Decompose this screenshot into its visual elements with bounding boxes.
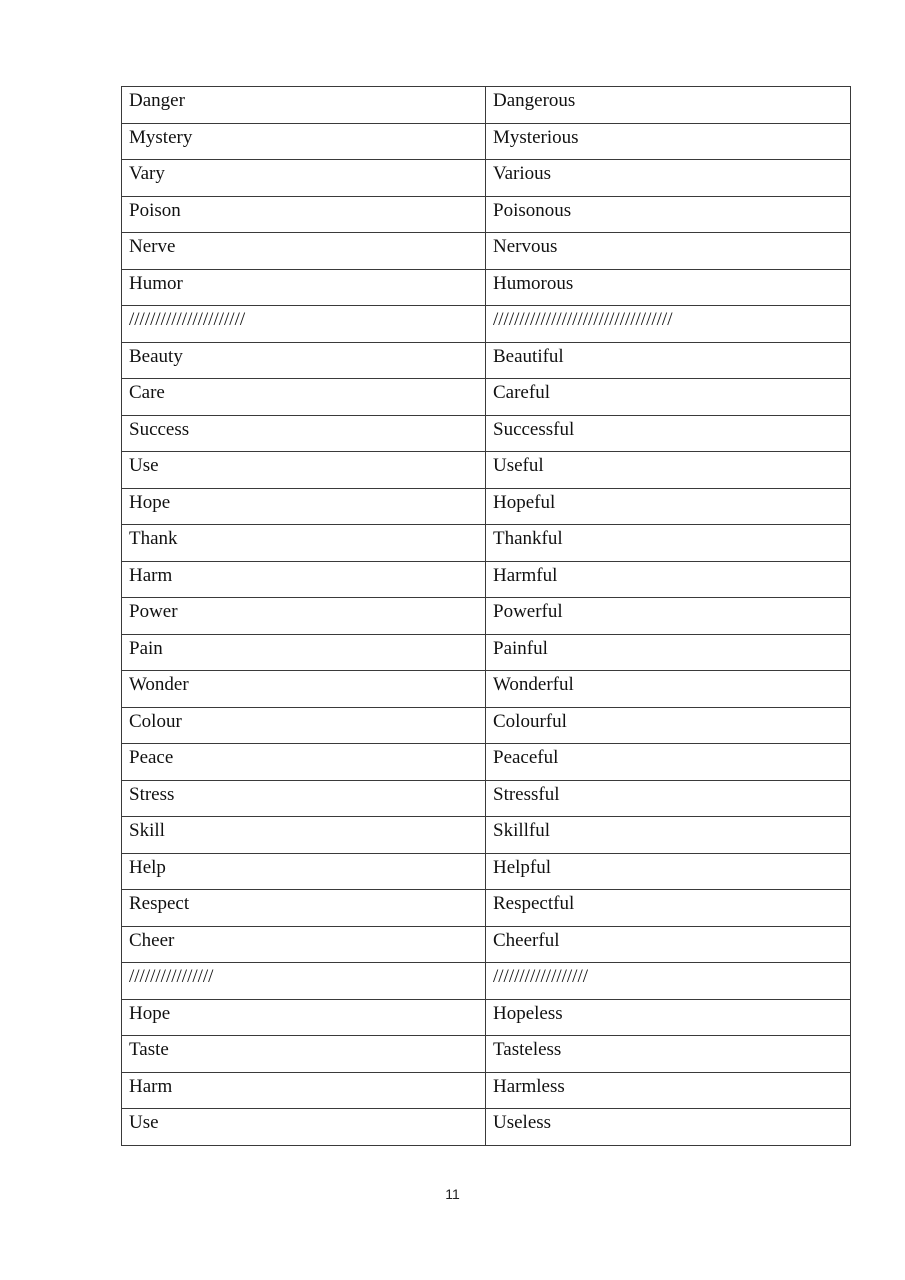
table-row — [122, 598, 851, 635]
derived-word-cell: Mysterious — [486, 123, 851, 160]
table-row — [122, 452, 851, 489]
table-row — [122, 744, 851, 781]
base-word-cell: Peace — [122, 744, 486, 781]
base-word-cell: Thank — [122, 525, 486, 562]
table-row — [122, 525, 851, 562]
table-row — [122, 342, 851, 379]
table-row — [122, 379, 851, 416]
table-row — [122, 853, 851, 890]
table-row — [122, 817, 851, 854]
table-row — [122, 634, 851, 671]
word-table-body — [122, 87, 851, 1146]
derived-word-cell: Successful — [486, 415, 851, 452]
base-word-cell: Harm — [122, 561, 486, 598]
base-word-cell: Mystery — [122, 123, 486, 160]
base-word-cell: Power — [122, 598, 486, 635]
table-row — [122, 1036, 851, 1073]
table-row — [122, 123, 851, 160]
derived-word-cell: Dangerous — [486, 87, 851, 124]
table-row — [122, 707, 851, 744]
derived-word-cell: Cheerful — [486, 926, 851, 963]
base-word-cell: Danger — [122, 87, 486, 124]
base-word-cell: Hope — [122, 488, 486, 525]
derived-word-cell: Beautiful — [486, 342, 851, 379]
table-row — [122, 780, 851, 817]
base-word-cell: Vary — [122, 160, 486, 197]
table-row — [122, 1109, 851, 1146]
base-word-cell: Pain — [122, 634, 486, 671]
base-word-cell: //////////////// — [122, 963, 486, 1000]
base-word-cell: Beauty — [122, 342, 486, 379]
table-row — [122, 488, 851, 525]
table-row — [122, 415, 851, 452]
derived-word-cell: Colourful — [486, 707, 851, 744]
base-word-cell: Harm — [122, 1072, 486, 1109]
derived-word-cell: Harmful — [486, 561, 851, 598]
table-row — [122, 999, 851, 1036]
table-row — [122, 963, 851, 1000]
base-word-cell: Use — [122, 1109, 486, 1146]
table-row — [122, 196, 851, 233]
base-word-cell: Use — [122, 452, 486, 489]
derived-word-cell: ////////////////////////////////// — [486, 306, 851, 343]
word-table — [121, 86, 851, 1146]
base-word-cell: Hope — [122, 999, 486, 1036]
derived-word-cell: Painful — [486, 634, 851, 671]
base-word-cell: Nerve — [122, 233, 486, 270]
derived-word-cell: Helpful — [486, 853, 851, 890]
base-word-cell: Help — [122, 853, 486, 890]
table-row — [122, 1072, 851, 1109]
derived-word-cell: Tasteless — [486, 1036, 851, 1073]
base-word-cell: ////////////////////// — [122, 306, 486, 343]
table-row — [122, 890, 851, 927]
derived-word-cell: Useful — [486, 452, 851, 489]
derived-word-cell: Peaceful — [486, 744, 851, 781]
derived-word-cell: Thankful — [486, 525, 851, 562]
derived-word-cell: Respectful — [486, 890, 851, 927]
derived-word-cell: Harmless — [486, 1072, 851, 1109]
base-word-cell: Success — [122, 415, 486, 452]
base-word-cell: Colour — [122, 707, 486, 744]
base-word-cell: Respect — [122, 890, 486, 927]
derived-word-cell: Nervous — [486, 233, 851, 270]
table-row — [122, 671, 851, 708]
derived-word-cell: Wonderful — [486, 671, 851, 708]
base-word-cell: Cheer — [122, 926, 486, 963]
derived-word-cell: Poisonous — [486, 196, 851, 233]
derived-word-cell: Hopeless — [486, 999, 851, 1036]
table-row — [122, 269, 851, 306]
base-word-cell: Skill — [122, 817, 486, 854]
base-word-cell: Stress — [122, 780, 486, 817]
derived-word-cell: ////////////////// — [486, 963, 851, 1000]
base-word-cell: Poison — [122, 196, 486, 233]
derived-word-cell: Humorous — [486, 269, 851, 306]
base-word-cell: Wonder — [122, 671, 486, 708]
derived-word-cell: Careful — [486, 379, 851, 416]
table-row — [122, 561, 851, 598]
base-word-cell: Care — [122, 379, 486, 416]
derived-word-cell: Powerful — [486, 598, 851, 635]
base-word-cell: Taste — [122, 1036, 486, 1073]
table-row — [122, 87, 851, 124]
table-row — [122, 233, 851, 270]
table-row — [122, 306, 851, 343]
base-word-cell: Humor — [122, 269, 486, 306]
derived-word-cell: Various — [486, 160, 851, 197]
page-number: 11 — [445, 1186, 460, 1202]
derived-word-cell: Hopeful — [486, 488, 851, 525]
derived-word-cell: Skillful — [486, 817, 851, 854]
derived-word-cell: Stressful — [486, 780, 851, 817]
derived-word-cell: Useless — [486, 1109, 851, 1146]
table-row — [122, 926, 851, 963]
table-row — [122, 160, 851, 197]
